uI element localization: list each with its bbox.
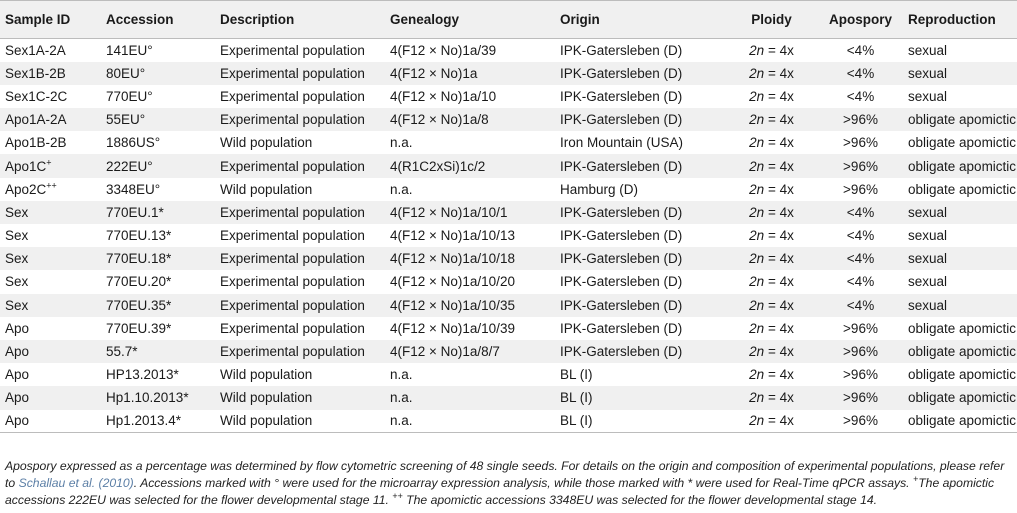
cell-genealogy: 4(F12 × No)1a/10/13	[390, 228, 515, 244]
ploidy-value: = 4x	[764, 88, 794, 104]
ploidy-value: = 4x	[764, 320, 794, 336]
sample-id-text: Apo1B-2B	[5, 135, 67, 151]
cell-description: Wild population	[220, 390, 313, 406]
cell-description: Wild population	[220, 413, 313, 429]
cell-apospory: >96%	[843, 112, 878, 128]
table-row	[0, 340, 1017, 363]
cell-origin: IPK-Gatersleben (D)	[560, 158, 683, 174]
ploidy-prefix: 2n	[749, 320, 765, 336]
ploidy-prefix: 2n	[749, 228, 765, 244]
cell-genealogy: 4(F12 × No)1a	[390, 65, 478, 81]
ploidy-prefix: 2n	[749, 65, 765, 81]
cell-sample-id	[0, 224, 103, 247]
cell-description: Experimental population	[220, 42, 365, 58]
sample-id-text: Sex	[5, 204, 29, 220]
cell-ploidy	[730, 201, 813, 224]
cell-description: Wild population	[220, 135, 313, 151]
ploidy-value: = 4x	[764, 65, 794, 81]
cell-reproduction: obligate apomictic	[908, 344, 1017, 360]
cell-apospory: >96%	[843, 135, 878, 151]
cell-origin: IPK-Gatersleben (D)	[560, 112, 683, 128]
cell-reproduction: obligate apomictic	[908, 135, 1017, 151]
footnote-text-2: . Accessions marked with ° were used for the microarray expression analysis, while those marked with * were used for Real-Time qPCR assays.	[133, 476, 913, 490]
cell-accession: 222EU°	[106, 158, 153, 174]
cell-accession: Hp1.2013.4*	[106, 413, 182, 429]
ploidy-value: = 4x	[764, 297, 794, 313]
cell-ploidy	[730, 62, 813, 85]
table-row	[0, 39, 1017, 62]
cell-ploidy	[730, 340, 813, 363]
sample-id-marker: +	[46, 157, 52, 168]
cell-genealogy: 4(F12 × No)1a/39	[390, 42, 497, 58]
cell-ploidy	[730, 317, 813, 340]
cell-ploidy	[730, 224, 813, 247]
cell-genealogy: n.a.	[390, 181, 413, 197]
cell-apospory: <4%	[846, 297, 875, 313]
cell-apospory: <4%	[846, 251, 875, 267]
cell-description: Experimental population	[220, 112, 365, 128]
cell-apospory: >96%	[843, 344, 878, 360]
table-row	[0, 108, 1017, 131]
ploidy-value: = 4x	[764, 158, 794, 174]
cell-sample-id	[0, 201, 103, 224]
table-row	[0, 224, 1017, 247]
cell-accession: 770EU°	[106, 88, 153, 104]
cell-genealogy: n.a.	[390, 135, 413, 151]
header-ploidy: Ploidy	[751, 12, 792, 27]
cell-genealogy: 4(F12 × No)1a/8/7	[390, 344, 500, 360]
cell-reproduction: obligate apomictic	[908, 390, 1017, 406]
cell-accession: 3348EU°	[106, 181, 161, 197]
cell-genealogy: n.a.	[390, 367, 413, 383]
cell-description: Wild population	[220, 181, 313, 197]
cell-apospory: >96%	[843, 320, 878, 336]
cell-ploidy	[730, 39, 813, 62]
ploidy-prefix: 2n	[749, 390, 765, 406]
cell-sample-id	[0, 363, 103, 386]
table-row	[0, 178, 1017, 201]
ploidy-prefix: 2n	[749, 344, 765, 360]
cell-ploidy	[730, 410, 813, 433]
cell-sample-id	[0, 270, 103, 293]
cell-apospory: <4%	[846, 274, 875, 290]
cell-sample-id	[0, 85, 103, 108]
cell-ploidy	[730, 108, 813, 131]
cell-reproduction: obligate apomictic	[908, 367, 1017, 383]
table-row	[0, 294, 1017, 317]
cell-description: Experimental population	[220, 158, 365, 174]
cell-reproduction: sexual	[908, 297, 948, 313]
cell-ploidy	[730, 247, 813, 270]
sample-id-text: Apo	[5, 344, 30, 360]
table-row	[0, 410, 1017, 433]
ploidy-prefix: 2n	[749, 204, 765, 220]
cell-reproduction: sexual	[908, 274, 948, 290]
cell-origin: BL (I)	[560, 390, 593, 406]
sample-id-text: Apo	[5, 367, 30, 383]
cell-accession: 141EU°	[106, 42, 153, 58]
cell-apospory: <4%	[846, 204, 875, 220]
cell-accession: Hp1.10.2013*	[106, 390, 189, 406]
table-row	[0, 247, 1017, 270]
header-sample-id: Sample ID	[5, 12, 71, 27]
cell-genealogy: 4(F12 × No)1a/10	[390, 88, 497, 104]
cell-description: Experimental population	[220, 251, 365, 267]
sample-id-text: Sex1B-2B	[5, 65, 66, 81]
cell-origin: IPK-Gatersleben (D)	[560, 251, 683, 267]
cell-apospory: >96%	[843, 413, 878, 429]
table-row	[0, 270, 1017, 293]
ploidy-value: = 4x	[764, 344, 794, 360]
table-row	[0, 85, 1017, 108]
table-row	[0, 154, 1017, 177]
cell-apospory: <4%	[846, 65, 875, 81]
footnote-sup-double-plus: ++	[392, 490, 403, 501]
header-apospory: Apospory	[828, 12, 892, 27]
cell-apospory: <4%	[846, 228, 875, 244]
cell-origin: IPK-Gatersleben (D)	[560, 88, 683, 104]
cell-apospory: <4%	[846, 88, 875, 104]
sample-id-text: Sex1A-2A	[5, 42, 66, 58]
cell-genealogy: 4(F12 × No)1a/10/1	[390, 204, 508, 220]
table-body	[0, 39, 1017, 433]
cell-reproduction: sexual	[908, 65, 948, 81]
cell-ploidy	[730, 178, 813, 201]
cell-ploidy	[730, 270, 813, 293]
header-reproduction: Reproduction	[908, 12, 996, 27]
cell-sample-id	[0, 39, 103, 62]
cell-description: Wild population	[220, 367, 313, 383]
sample-id-text: Apo	[5, 390, 30, 406]
cell-description: Experimental population	[220, 65, 365, 81]
cell-reproduction: sexual	[908, 42, 948, 58]
cell-accession: 770EU.39*	[106, 320, 172, 336]
cell-sample-id	[0, 410, 103, 433]
footnote-text-4: The apomictic accessions 3348EU was selected for the flower developmental stage 14.	[402, 493, 878, 507]
ploidy-value: = 4x	[764, 112, 794, 128]
cell-apospory: >96%	[843, 390, 878, 406]
ploidy-prefix: 2n	[749, 274, 765, 290]
sample-id-text: Apo	[5, 320, 30, 336]
cell-sample-id	[0, 62, 103, 85]
ploidy-value: = 4x	[764, 274, 794, 290]
cell-origin: IPK-Gatersleben (D)	[560, 42, 683, 58]
ploidy-value: = 4x	[764, 228, 794, 244]
cell-origin: IPK-Gatersleben (D)	[560, 65, 683, 81]
cell-ploidy	[730, 386, 813, 409]
table-row	[0, 317, 1017, 340]
cell-ploidy	[730, 154, 813, 177]
cell-genealogy: 4(F12 × No)1a/10/20	[390, 274, 515, 290]
sample-id-text: Sex	[5, 297, 29, 313]
ploidy-prefix: 2n	[749, 297, 765, 313]
cell-ploidy	[730, 85, 813, 108]
cell-origin: Iron Mountain (USA)	[560, 135, 684, 151]
cell-accession: HP13.2013*	[106, 367, 179, 383]
cell-genealogy: 4(R1C2xSi)1c/2	[390, 158, 486, 174]
ploidy-prefix: 2n	[749, 367, 765, 383]
ploidy-value: = 4x	[764, 367, 794, 383]
footnote-sup-plus: +	[912, 473, 919, 484]
cell-reproduction: obligate apomictic	[908, 112, 1017, 128]
cell-description: Experimental population	[220, 204, 365, 220]
cell-sample-id	[0, 131, 103, 154]
cell-reproduction: sexual	[908, 251, 948, 267]
footnote-reference-link[interactable]: Schallau et al. (2010)	[18, 476, 134, 490]
cell-origin: IPK-Gatersleben (D)	[560, 228, 683, 244]
table-row	[0, 131, 1017, 154]
cell-accession: 1886US°	[106, 135, 161, 151]
cell-sample-id	[0, 340, 103, 363]
cell-reproduction: sexual	[908, 88, 948, 104]
cell-ploidy	[730, 294, 813, 317]
ploidy-value: = 4x	[764, 204, 794, 220]
cell-reproduction: obligate apomictic	[908, 320, 1017, 336]
cell-sample-id	[0, 178, 103, 201]
cell-origin: IPK-Gatersleben (D)	[560, 274, 683, 290]
header-genealogy: Genealogy	[390, 12, 460, 27]
header-origin: Origin	[560, 12, 600, 27]
header-description: Description	[220, 12, 295, 27]
cell-accession: 55.7*	[106, 344, 138, 360]
cell-origin: IPK-Gatersleben (D)	[560, 204, 683, 220]
cell-genealogy: n.a.	[390, 413, 413, 429]
cell-origin: IPK-Gatersleben (D)	[560, 320, 683, 336]
cell-origin: Hamburg (D)	[560, 181, 639, 197]
ploidy-prefix: 2n	[749, 42, 765, 58]
ploidy-prefix: 2n	[749, 88, 765, 104]
table-footnote	[5, 458, 1013, 509]
cell-reproduction: sexual	[908, 228, 948, 244]
cell-sample-id	[0, 154, 103, 177]
cell-genealogy: n.a.	[390, 390, 413, 406]
ploidy-prefix: 2n	[749, 181, 765, 197]
cell-origin: IPK-Gatersleben (D)	[560, 344, 683, 360]
cell-ploidy	[730, 363, 813, 386]
ploidy-value: = 4x	[764, 413, 794, 429]
cell-description: Experimental population	[220, 228, 365, 244]
cell-origin: BL (I)	[560, 413, 593, 429]
cell-apospory: <4%	[846, 42, 875, 58]
cell-apospory: >96%	[843, 181, 878, 197]
cell-origin: IPK-Gatersleben (D)	[560, 297, 683, 313]
cell-accession: 55EU°	[106, 112, 146, 128]
cell-reproduction: obligate apomictic	[908, 158, 1017, 174]
header-row	[0, 1, 1017, 39]
cell-sample-id	[0, 294, 103, 317]
sample-id-text: Sex1C-2C	[5, 88, 68, 104]
ploidy-prefix: 2n	[749, 112, 765, 128]
cell-accession: 770EU.13*	[106, 228, 172, 244]
cell-genealogy: 4(F12 × No)1a/8	[390, 112, 489, 128]
sample-id-marker: ++	[46, 180, 57, 191]
cell-genealogy: 4(F12 × No)1a/10/39	[390, 320, 515, 336]
cell-origin: BL (I)	[560, 367, 593, 383]
table-row	[0, 363, 1017, 386]
cell-reproduction: obligate apomictic	[908, 413, 1017, 429]
cell-accession: 770EU.1*	[106, 204, 164, 220]
sample-id-text: Apo2C	[5, 181, 47, 197]
table-row	[0, 386, 1017, 409]
ploidy-prefix: 2n	[749, 413, 765, 429]
ploidy-value: = 4x	[764, 181, 794, 197]
cell-genealogy: 4(F12 × No)1a/10/35	[390, 297, 515, 313]
cell-sample-id	[0, 317, 103, 340]
cell-accession: 770EU.20*	[106, 274, 172, 290]
cell-genealogy: 4(F12 × No)1a/10/18	[390, 251, 515, 267]
cell-reproduction: obligate apomictic	[908, 181, 1017, 197]
cell-description: Experimental population	[220, 88, 365, 104]
cell-sample-id	[0, 247, 103, 270]
footnote-text-3: The apomictic accessions 222EU was selected for the flower developmental stage 11.	[5, 476, 995, 507]
sample-id-text: Apo1A-2A	[5, 112, 67, 128]
sample-id-text: Sex	[5, 228, 29, 244]
ploidy-value: = 4x	[764, 251, 794, 267]
cell-description: Experimental population	[220, 297, 365, 313]
table-row	[0, 201, 1017, 224]
ploidy-value: = 4x	[764, 135, 794, 151]
cell-reproduction: sexual	[908, 204, 948, 220]
sample-id-text: Apo	[5, 413, 30, 429]
cell-accession: 80EU°	[106, 65, 146, 81]
cell-description: Experimental population	[220, 274, 365, 290]
cell-apospory: >96%	[843, 158, 878, 174]
table-row	[0, 62, 1017, 85]
cell-accession: 770EU.18*	[106, 251, 172, 267]
sample-id-text: Apo1C	[5, 158, 47, 174]
ploidy-value: = 4x	[764, 42, 794, 58]
ploidy-value: = 4x	[764, 390, 794, 406]
ploidy-prefix: 2n	[749, 135, 765, 151]
cell-sample-id	[0, 386, 103, 409]
ploidy-prefix: 2n	[749, 158, 765, 174]
cell-description: Experimental population	[220, 320, 365, 336]
sample-id-text: Sex	[5, 274, 29, 290]
cell-apospory: >96%	[843, 367, 878, 383]
sample-id-text: Sex	[5, 251, 29, 267]
cell-sample-id	[0, 108, 103, 131]
cell-description: Experimental population	[220, 344, 365, 360]
footnote-text-1: Apospory expressed as a percentage was determined by flow cytometric screening of 48 single seeds. For details on the origin and composition of experimental populations, please refer to	[5, 459, 1005, 490]
cell-ploidy	[730, 131, 813, 154]
cell-accession: 770EU.35*	[106, 297, 172, 313]
ploidy-prefix: 2n	[749, 251, 765, 267]
header-accession: Accession	[106, 12, 174, 27]
